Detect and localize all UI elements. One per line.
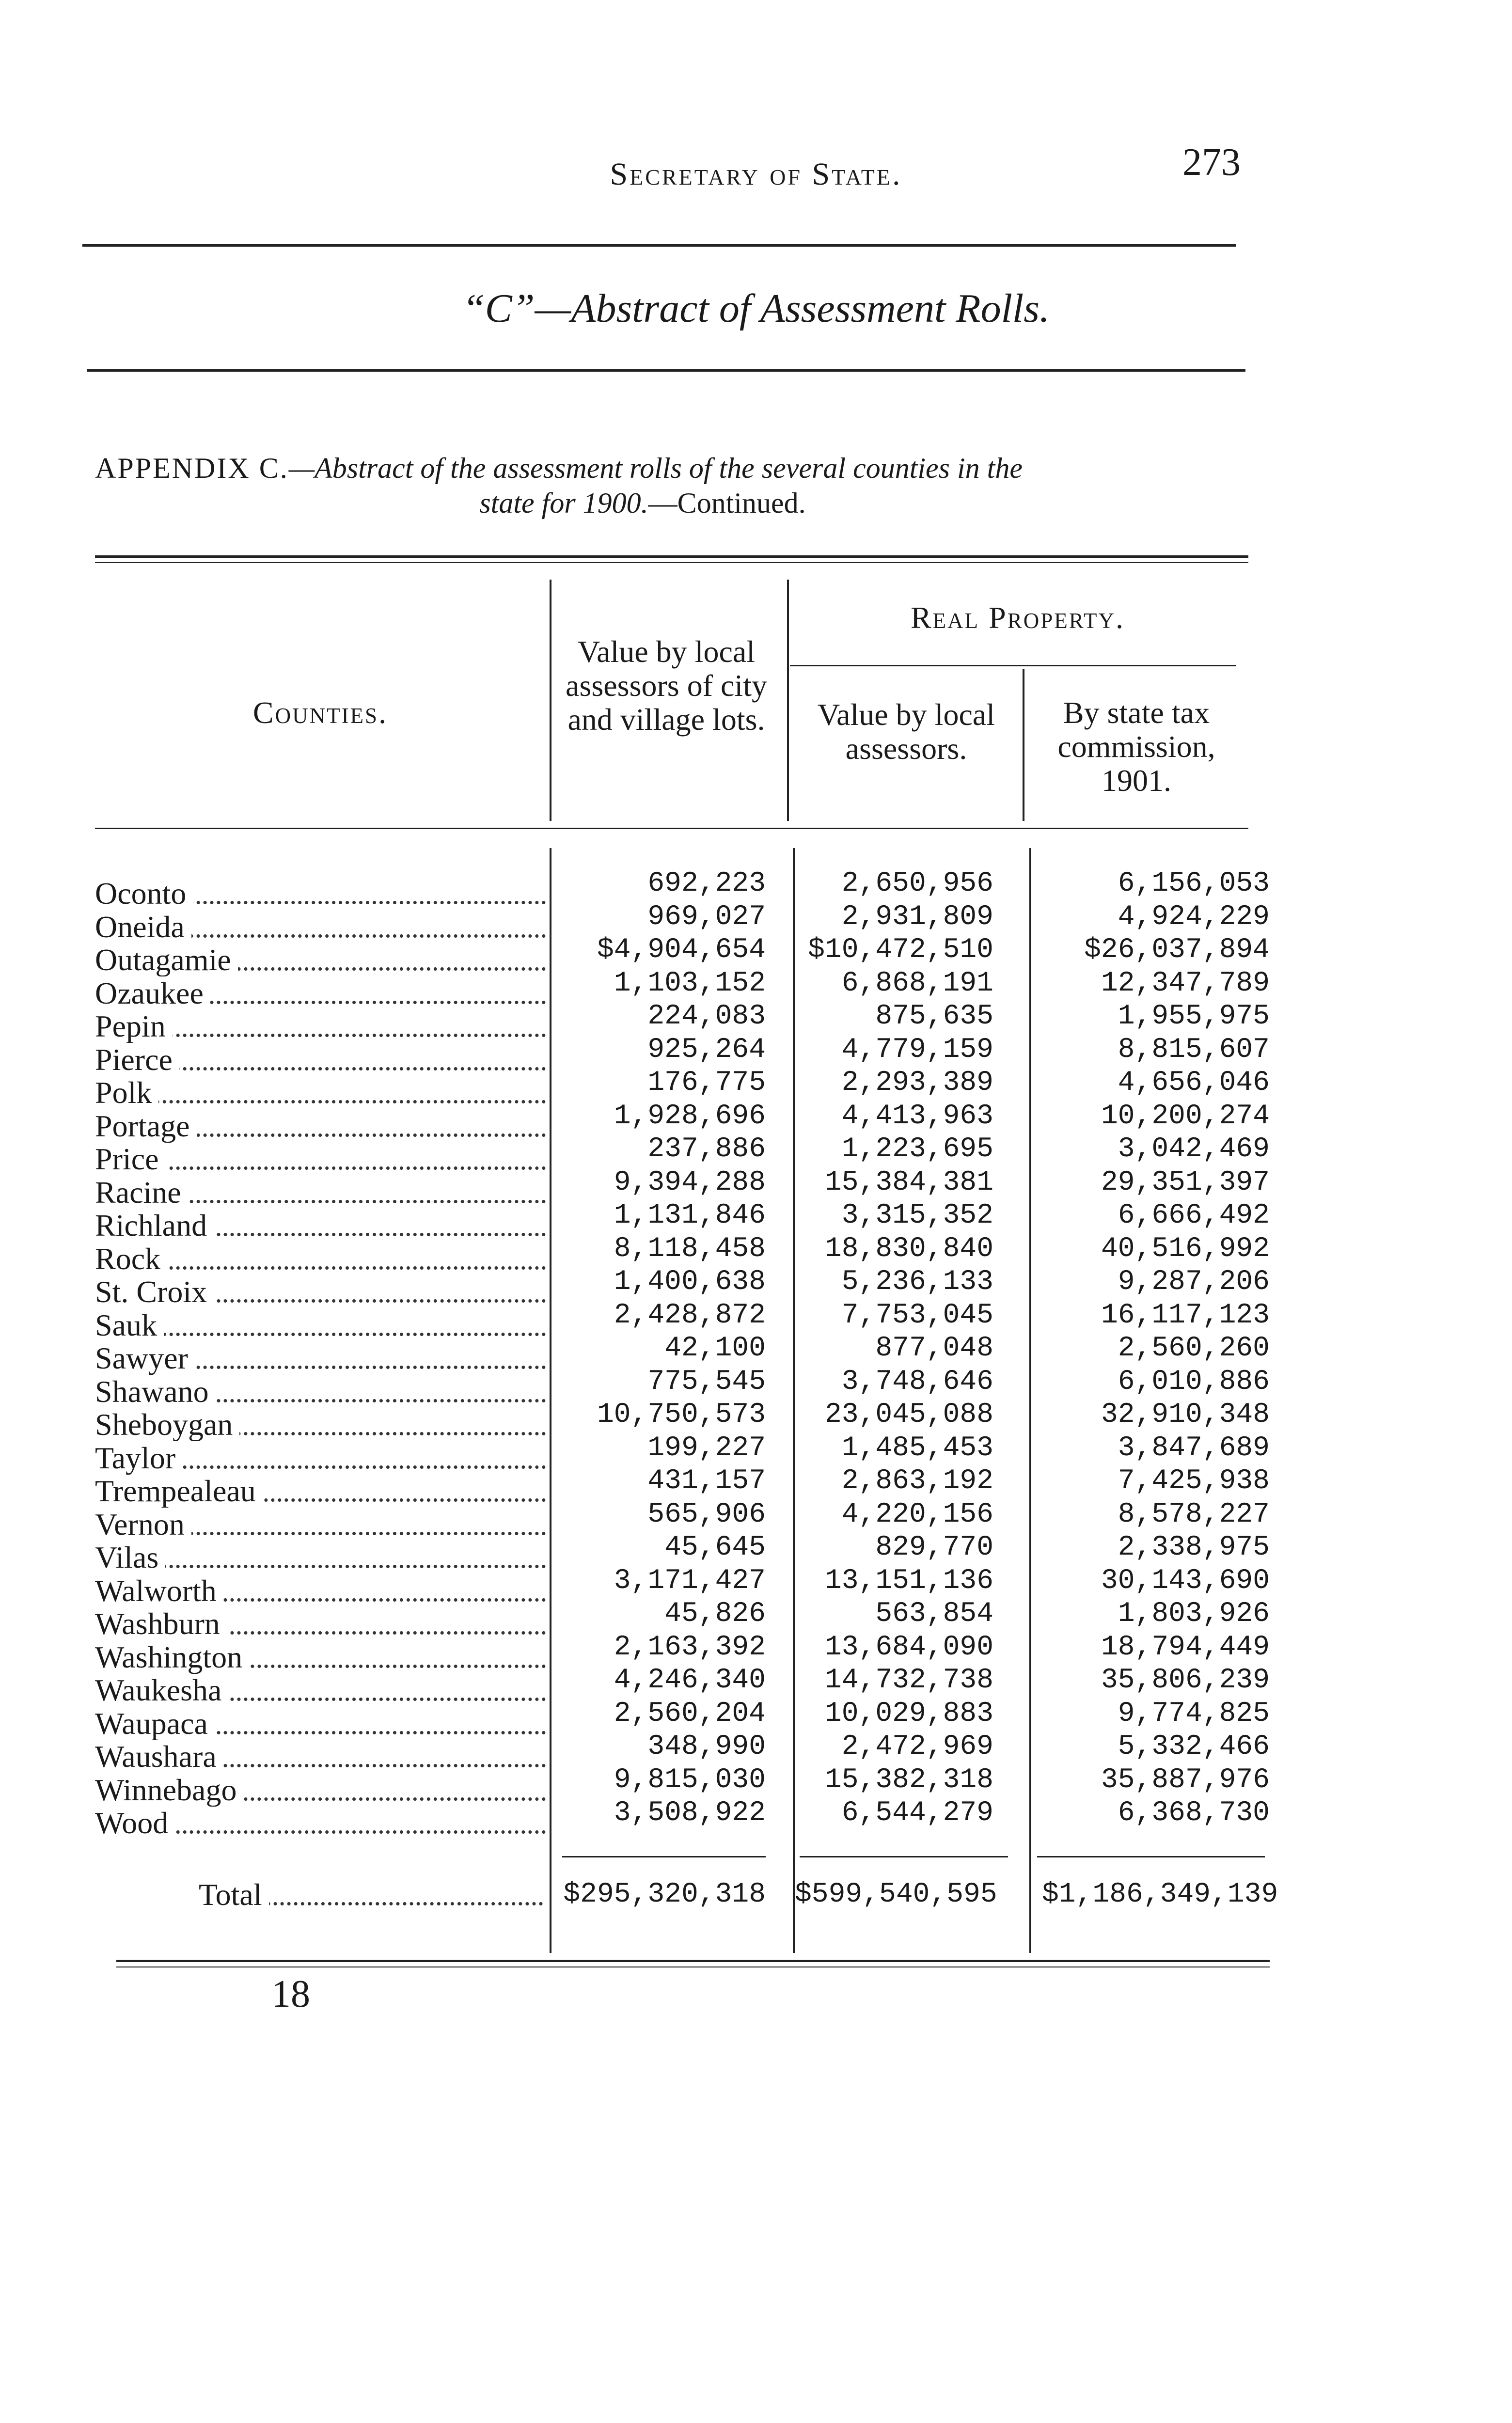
county-name: St. Croix	[95, 1275, 214, 1308]
state-tax-value: $26,037,894	[1084, 934, 1270, 966]
running-head	[0, 156, 1512, 193]
county-cell	[95, 1043, 546, 1076]
signature-mark: 18	[271, 1973, 310, 2015]
local-assessors-value: 15,384,381	[824, 1167, 993, 1198]
subtitle: “C”—Abstract of Assessment Rolls.	[462, 286, 1050, 331]
county-cell	[95, 1740, 546, 1773]
city-lots-value: 1,131,846	[614, 1200, 766, 1231]
state-tax-value: 30,143,690	[1101, 1565, 1270, 1597]
state-tax-value: 40,516,992	[1101, 1233, 1270, 1265]
county-name: Waukesha	[95, 1674, 228, 1707]
table-top-rule-thin	[95, 562, 1248, 563]
caption-label: APPENDIX C.	[95, 452, 289, 484]
county-cell	[95, 1010, 546, 1043]
city-lots-value: 348,990	[647, 1731, 766, 1762]
total-row-label	[199, 1878, 543, 1911]
state-tax-value: 6,666,492	[1118, 1200, 1270, 1231]
local-assessors-value: 563,854	[875, 1598, 993, 1630]
rule-top-1	[82, 244, 1236, 247]
local-assessors-value: 877,048	[875, 1333, 993, 1364]
local-assessors-value: 829,770	[875, 1532, 993, 1563]
state-tax-value: 6,368,730	[1118, 1797, 1270, 1829]
city-lots-value: 925,264	[647, 1034, 766, 1066]
city-lots-value: 565,906	[647, 1499, 766, 1530]
state-tax-value: 35,887,976	[1101, 1764, 1270, 1796]
body-vrule-1	[550, 848, 551, 1953]
caption-continued: —Continued.	[648, 487, 806, 519]
city-lots-value: 1,103,152	[614, 968, 766, 999]
city-lots-value: 969,027	[647, 901, 766, 933]
county-cell	[95, 1807, 546, 1840]
state-tax-value: 7,425,938	[1118, 1465, 1270, 1497]
subtotal-rule-2	[800, 1856, 1008, 1857]
subtotal-rule-3	[1037, 1856, 1265, 1857]
page-number: 273	[1182, 141, 1241, 184]
state-tax-value: 9,287,206	[1118, 1266, 1270, 1298]
county-name: Sheboygan	[95, 1408, 239, 1441]
header-vrule-2	[787, 580, 789, 821]
total-city-lots: $295,320,318	[563, 1879, 766, 1910]
total-state: $1,186,349,139	[1042, 1879, 1278, 1910]
subtotal-rule-1	[562, 1856, 766, 1857]
county-name: Portage	[95, 1110, 197, 1143]
city-lots-value: 3,508,922	[614, 1797, 766, 1829]
local-assessors-value: 3,315,352	[841, 1200, 993, 1231]
header-real-property: Real Property.	[910, 600, 1125, 635]
city-lots-value: 4,246,340	[614, 1665, 766, 1696]
county-name: Oneida	[95, 911, 191, 944]
county-cell	[95, 877, 546, 910]
local-assessors-value: 2,863,192	[841, 1465, 993, 1497]
rule-top-2	[87, 369, 1245, 372]
county-name: Rock	[95, 1243, 167, 1275]
county-name: Outagamie	[95, 944, 238, 976]
state-tax-value: 8,578,227	[1118, 1499, 1270, 1530]
local-assessors-value: 2,650,956	[841, 868, 993, 899]
county-cell	[95, 1342, 546, 1375]
state-tax-value: 1,955,975	[1118, 1001, 1270, 1032]
county-cell	[95, 977, 546, 1010]
county-name: Racine	[95, 1176, 188, 1209]
county-cell	[95, 1475, 546, 1508]
state-tax-value: 3,042,469	[1118, 1133, 1270, 1165]
city-lots-value: 224,083	[647, 1001, 766, 1032]
county-cell	[95, 1408, 546, 1441]
county-name: Richland	[95, 1209, 214, 1242]
header-vrule-1	[550, 580, 551, 821]
local-assessors-value: 4,413,963	[841, 1101, 993, 1132]
county-name: Waupaca	[95, 1707, 215, 1740]
state-tax-value: 3,847,689	[1118, 1432, 1270, 1464]
header-counties: Counties.	[252, 695, 388, 730]
local-assessors-value: 3,748,646	[841, 1366, 993, 1398]
caption-text-1: —Abstract of the assessment rolls of the several counties in the	[288, 452, 1023, 484]
county-cell	[95, 1774, 546, 1807]
county-name: Winnebago	[95, 1774, 243, 1807]
county-cell	[95, 1209, 546, 1242]
local-assessors-value: 4,220,156	[841, 1499, 993, 1530]
county-cell	[95, 1275, 546, 1308]
city-lots-value: 692,223	[647, 868, 766, 899]
local-assessors-value: 15,382,318	[824, 1764, 993, 1796]
state-tax-value: 18,794,449	[1101, 1632, 1270, 1663]
local-assessors-value: 2,293,389	[841, 1067, 993, 1099]
state-tax-value: 9,774,825	[1118, 1698, 1270, 1730]
county-name: Sauk	[95, 1309, 164, 1342]
local-assessors-value: 1,485,453	[841, 1432, 993, 1464]
county-cell	[95, 1309, 546, 1342]
state-tax-value: 1,803,926	[1118, 1598, 1270, 1630]
county-cell	[95, 1442, 546, 1475]
table-bottom-rule	[116, 1960, 1270, 1962]
total-local: $599,540,595	[795, 1879, 997, 1910]
state-tax-value: 5,332,466	[1118, 1731, 1270, 1762]
city-lots-value: 2,560,204	[614, 1698, 766, 1730]
state-tax-value: 10,200,274	[1101, 1101, 1270, 1132]
city-lots-value: 10,750,573	[597, 1399, 766, 1431]
state-tax-value: 2,560,260	[1118, 1333, 1270, 1364]
local-assessors-value: 1,223,695	[841, 1133, 993, 1165]
city-lots-value: 775,545	[647, 1366, 766, 1398]
county-name: Sawyer	[95, 1342, 195, 1375]
local-assessors-value: 6,868,191	[841, 968, 993, 999]
county-cell	[95, 1574, 546, 1607]
county-cell	[95, 1176, 546, 1209]
local-assessors-value: 6,544,279	[841, 1797, 993, 1829]
county-name: Ozaukee	[95, 977, 210, 1010]
county-name: Washburn	[95, 1607, 227, 1640]
county-name: Oconto	[95, 877, 193, 910]
running-title: Secretary of State.	[610, 157, 902, 192]
county-name: Wood	[95, 1807, 175, 1840]
header-vrule-3	[1023, 669, 1024, 821]
county-name: Pepin	[95, 1010, 173, 1043]
city-lots-value: 8,118,458	[614, 1233, 766, 1265]
local-assessors-value: 13,151,136	[824, 1565, 993, 1597]
header-bottom-rule	[95, 828, 1248, 829]
county-name: Price	[95, 1143, 166, 1176]
local-assessors-value: 5,236,133	[841, 1266, 993, 1298]
city-lots-value: 9,815,030	[614, 1764, 766, 1796]
caption-text-2: state for 1900.	[479, 487, 648, 519]
county-name: Trempealeau	[95, 1475, 263, 1508]
county-name: Vilas	[95, 1541, 165, 1574]
city-lots-value: 237,886	[647, 1133, 766, 1165]
county-cell	[95, 1508, 546, 1541]
local-assessors-value: $10,472,510	[808, 934, 993, 966]
county-name: Washington	[95, 1641, 249, 1674]
city-lots-value: 1,400,638	[614, 1266, 766, 1298]
county-cell	[95, 1110, 546, 1143]
county-cell	[95, 1674, 546, 1707]
table-caption	[95, 451, 1248, 520]
city-lots-value: 42,100	[664, 1333, 766, 1364]
local-assessors-value: 18,830,840	[824, 1233, 993, 1265]
local-assessors-value: 4,779,159	[841, 1034, 993, 1066]
state-tax-value: 2,338,975	[1118, 1532, 1270, 1563]
county-name: Vernon	[95, 1508, 191, 1541]
county-name: Walworth	[95, 1574, 223, 1607]
city-lots-value: 3,171,427	[614, 1565, 766, 1597]
total-label: Total	[199, 1878, 269, 1911]
body-vrule-3	[1029, 848, 1031, 1953]
city-lots-value: 431,157	[647, 1465, 766, 1497]
local-assessors-value: 23,045,088	[824, 1399, 993, 1431]
header-city-lots: Value by local assessors of city and village lots.	[566, 634, 767, 737]
state-tax-value: 8,815,607	[1118, 1034, 1270, 1066]
county-cell	[95, 1641, 546, 1674]
city-lots-value: 1,928,696	[614, 1101, 766, 1132]
county-name: Polk	[95, 1076, 158, 1109]
state-tax-value: 6,010,886	[1118, 1366, 1270, 1398]
state-tax-value: 29,351,397	[1101, 1167, 1270, 1198]
local-assessors-value: 875,635	[875, 1001, 993, 1032]
city-lots-value: 176,775	[647, 1067, 766, 1099]
state-tax-value: 35,806,239	[1101, 1665, 1270, 1696]
state-tax-value: 4,656,046	[1118, 1067, 1270, 1099]
county-cell	[95, 944, 546, 976]
table-top-rule	[95, 555, 1248, 558]
city-lots-value: 2,163,392	[614, 1632, 766, 1663]
local-assessors-value: 13,684,090	[824, 1632, 993, 1663]
county-name: Taylor	[95, 1442, 182, 1475]
county-cell	[95, 1607, 546, 1640]
real-property-rule	[790, 665, 1236, 666]
county-name: Pierce	[95, 1043, 179, 1076]
county-name: Waushara	[95, 1740, 223, 1773]
county-cell	[95, 911, 546, 944]
county-cell	[95, 1375, 546, 1408]
state-tax-value: 6,156,053	[1118, 868, 1270, 899]
local-assessors-value: 10,029,883	[824, 1698, 993, 1730]
county-cell	[95, 1243, 546, 1275]
state-tax-value: 16,117,123	[1101, 1300, 1270, 1331]
city-lots-value: 2,428,872	[614, 1300, 766, 1331]
state-tax-value: 32,910,348	[1101, 1399, 1270, 1431]
state-tax-value: 12,347,789	[1101, 968, 1270, 999]
local-assessors-value: 14,732,738	[824, 1665, 993, 1696]
city-lots-value: $4,904,654	[597, 934, 766, 966]
local-assessors-value: 2,931,809	[841, 901, 993, 933]
county-cell	[95, 1541, 546, 1574]
state-tax-value: 4,924,229	[1118, 901, 1270, 933]
header-state-tax: By state tax commission, 1901.	[1057, 695, 1215, 798]
county-name: Shawano	[95, 1375, 216, 1408]
city-lots-value: 9,394,288	[614, 1167, 766, 1198]
county-cell	[95, 1076, 546, 1109]
county-cell	[95, 1707, 546, 1740]
header-local-assessors: Value by local assessors.	[817, 697, 995, 766]
city-lots-value: 45,645	[664, 1532, 766, 1563]
city-lots-value: 45,826	[664, 1598, 766, 1630]
local-assessors-value: 7,753,045	[841, 1300, 993, 1331]
county-cell	[95, 1143, 546, 1176]
local-assessors-value: 2,472,969	[841, 1731, 993, 1762]
city-lots-value: 199,227	[647, 1432, 766, 1464]
